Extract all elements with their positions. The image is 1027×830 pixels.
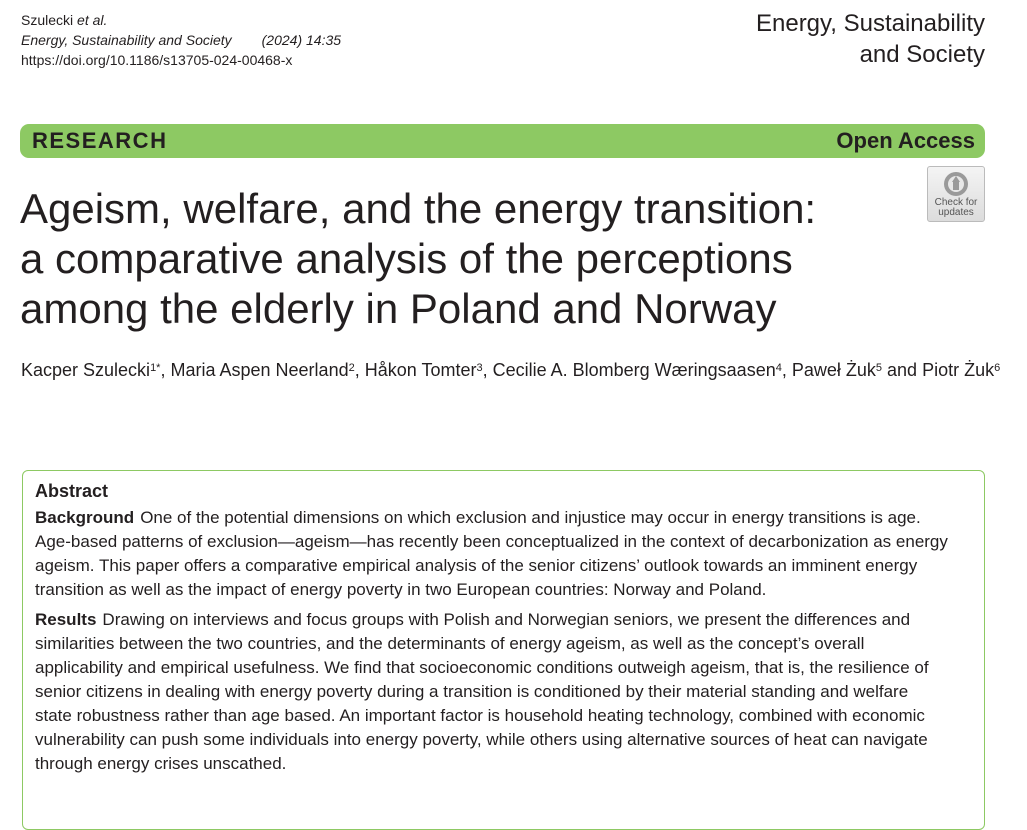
citation-volume: (2024) 14:35 [261, 32, 342, 48]
author-name: Kacper Szulecki [21, 360, 151, 380]
affiliation-marker: 3 [476, 362, 483, 374]
affiliation-marker: 2 [348, 362, 355, 374]
journal-brand-line1: Energy, Sustainability [755, 10, 985, 37]
title-line-2: a comparative analysis of the perceptions [20, 235, 793, 282]
open-access-label: Open Access [836, 128, 975, 153]
author-separator: , [354, 360, 365, 380]
results-label: Results [35, 610, 97, 629]
abstract-results [35, 608, 948, 776]
article-type-bar [20, 124, 985, 158]
article-title [20, 184, 910, 334]
affiliation-marker: 5 [875, 362, 883, 374]
check-for-updates-button[interactable] [927, 166, 985, 222]
badge-line1: Check for [934, 197, 978, 208]
affiliation-marker: 1* [150, 362, 161, 374]
author-name: Maria Aspen Neerland [170, 360, 349, 380]
author[interactable] [21, 360, 160, 380]
author[interactable] [792, 360, 882, 380]
author-separator: , [160, 360, 171, 380]
article-type-label: RESEARCH [32, 128, 168, 153]
title-line-1: Ageism, welfare, and the energy transition: [20, 185, 817, 232]
check-for-updates-icon [941, 170, 971, 198]
affiliation-marker: 4 [775, 362, 782, 374]
results-text: Drawing on interviews and focus groups with Polish and Norwegian seniors, we present the differences and similarities between the two countries, and the determinants of energy ageism, as well as the concept’s overall applicability and empirical usefulness. We find that socioeconomic conditions outweigh ageism, that is, the resilience of senior citizens in dealing with energy poverty during a transition is conditioned by their material standing and welfare state robustness rather than age based. An important factor is household heating technology, combined with economic vulnerability can push some individuals into energy poverty, while others using alternative sources of heat can navigate through energy crises unscathed. [35, 610, 929, 773]
journal-brand [756, 8, 985, 70]
author-name: Piotr Żuk [922, 360, 995, 380]
author[interactable] [170, 360, 354, 380]
running-authors-etal: et al. [77, 12, 108, 28]
running-authors-name: Szulecki [21, 12, 78, 28]
badge-line2: updates [938, 207, 974, 218]
journal-name: Energy, Sustainability and Society [21, 32, 232, 48]
author-name: Paweł Żuk [791, 360, 876, 380]
affiliation-marker: 6 [994, 362, 1001, 374]
author-name: Håkon Tomter [364, 360, 477, 380]
title-line-3: among the elderly in Poland and Norway [20, 285, 777, 332]
author[interactable] [493, 360, 782, 380]
author-separator: , [482, 360, 493, 380]
background-text: One of the potential dimensions on which exclusion and injustice may occur in energy transitions is age. Age-based patterns of exclusion—ageism—has recently been conceptualized in the context of decarbonization as energy ageism. This paper offers a comparative empirical analysis of the senior citizens’ outlook towards an imminent energy transition as well as the impact of energy poverty in two European countries: Norway and Poland. [35, 508, 948, 599]
background-label: Background [35, 508, 135, 527]
author-list [21, 357, 1001, 383]
author-name: Cecilie A. Blomberg Wæringsaasen [492, 360, 776, 380]
doi-link[interactable]: https://doi.org/10.1186/s13705-024-00468-x [21, 52, 293, 68]
running-authors [21, 10, 341, 30]
abstract-background [35, 506, 948, 602]
journal-brand-line2: and Society [859, 41, 985, 68]
abstract-box [22, 470, 985, 830]
author-separator: and [882, 360, 923, 380]
author[interactable] [365, 360, 483, 380]
journal-citation [21, 30, 341, 50]
author[interactable] [922, 360, 1000, 380]
author-separator: , [781, 360, 792, 380]
citation-header [21, 10, 341, 70]
abstract-heading: Abstract [35, 481, 109, 501]
